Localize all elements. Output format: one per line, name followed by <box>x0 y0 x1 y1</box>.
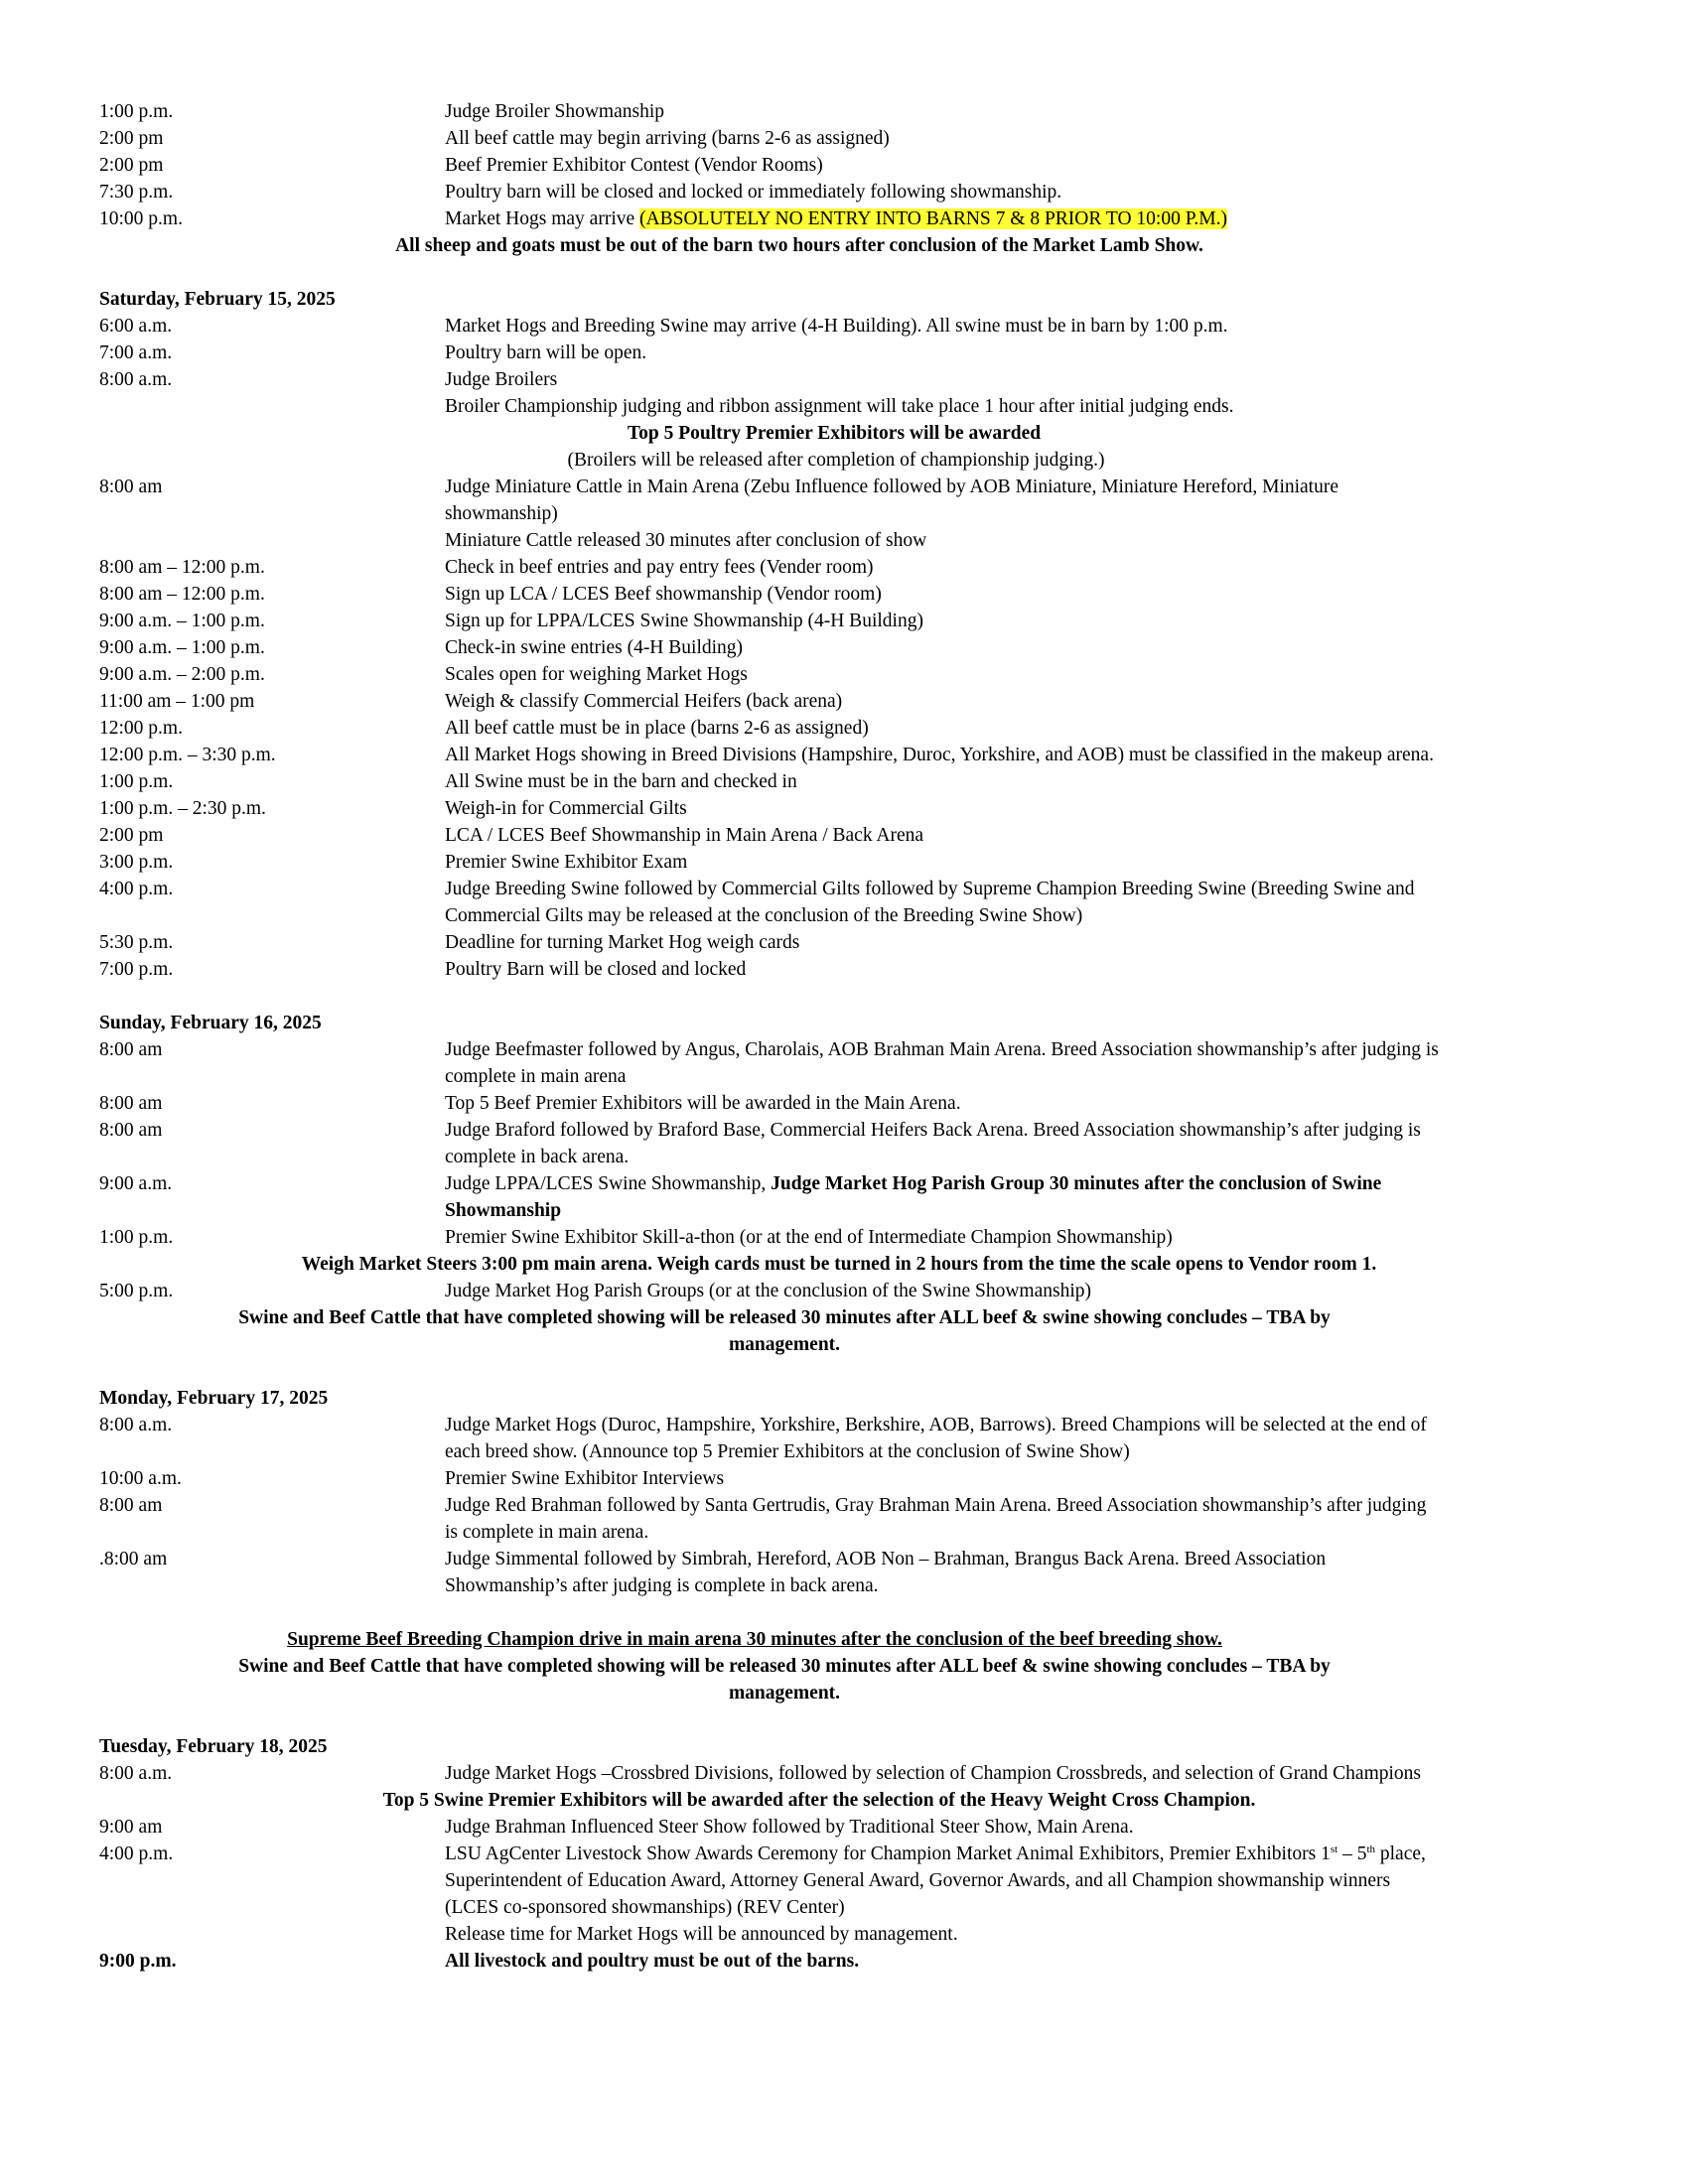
event-time: 1:00 p.m. <box>99 101 174 122</box>
event-desc <box>445 1170 1381 1197</box>
event-desc: Release time for Market Hogs will be announced by management. <box>445 1924 958 1945</box>
release-notice: Swine and Beef Cattle that have completed showing will be released 30 minutes after ALL beef & swine showing concludes – TBA by <box>238 1307 1331 1328</box>
event-desc-text: place, <box>1375 1843 1426 1864</box>
event-desc: Weigh & classify Commercial Heifers (back arena) <box>445 691 843 712</box>
day-heading: Sunday, February 16, 2025 <box>99 1013 322 1033</box>
schedule-row <box>99 474 1589 500</box>
event-desc: (LCES co-sponsored showmanships) (REV Center) <box>445 1897 845 1918</box>
event-time: 10:00 p.m. <box>99 208 183 229</box>
event-desc: Scales open for weighing Market Hogs <box>445 664 748 685</box>
schedule-row <box>99 1117 1589 1144</box>
event-desc: Poultry barn will be closed and locked or immediately following showmanship. <box>445 182 1062 203</box>
event-time: 9:00 am <box>99 1817 163 1838</box>
event-time: 9:00 p.m. <box>99 1951 177 1972</box>
schedule-row-continued <box>99 902 1589 929</box>
broilers-release-notice: (Broilers will be released after completion of championship judging.) <box>567 450 1105 471</box>
event-desc: Premier Swine Exhibitor Exam <box>445 852 688 873</box>
steers-weigh-notice: Weigh Market Steers 3:00 pm main arena. Weigh cards must be turned in 2 hours from the time the scale opens to Vendor room 1. <box>301 1254 1377 1275</box>
event-desc-text: Market Hogs may arrive <box>445 208 640 229</box>
event-desc <box>445 205 1227 232</box>
event-desc: Judge Market Hog Parish Groups (or at the conclusion of the Swine Showmanship) <box>445 1281 1091 1301</box>
event-time: 9:00 a.m. – 1:00 p.m. <box>99 637 265 658</box>
blank-row <box>99 983 1589 1010</box>
event-time: 9:00 a.m. <box>99 1173 173 1194</box>
event-desc: showmanship) <box>445 503 558 524</box>
notice-row <box>99 1331 1589 1358</box>
event-time: 4:00 p.m. <box>99 1843 174 1864</box>
schedule-row <box>99 608 1589 634</box>
schedule-row <box>99 1948 1589 1975</box>
highlighted-warning: (ABSOLUTELY NO ENTRY INTO BARNS 7 & 8 PRIOR TO 10:00 P.M.) <box>639 208 1227 229</box>
event-time: 1:00 p.m. <box>99 1227 174 1248</box>
event-time: 9:00 a.m. – 2:00 p.m. <box>99 664 265 685</box>
blank-row <box>99 1358 1589 1385</box>
event-time: 8:00 am <box>99 1495 163 1516</box>
event-desc: Judge Red Brahman followed by Santa Gertrudis, Gray Brahman Main Arena. Breed Association showmanship’s after judging <box>445 1495 1427 1516</box>
day-heading-row <box>99 1385 1589 1412</box>
event-time: 8:00 am – 12:00 p.m. <box>99 557 265 578</box>
schedule-row-continued <box>99 1519 1589 1546</box>
event-desc: Premier Swine Exhibitor Skill-a-thon (or at the end of Intermediate Champion Showmanship) <box>445 1227 1173 1248</box>
event-desc: Check-in swine entries (4-H Building) <box>445 637 744 658</box>
event-desc: All beef cattle must be in place (barns 2-6 as assigned) <box>445 718 869 739</box>
event-desc: Sign up LCA / LCES Beef showmanship (Vendor room) <box>445 584 882 605</box>
schedule-row <box>99 1412 1589 1438</box>
supreme-champion-notice: Supreme Beef Breeding Champion drive in main arena 30 minutes after the conclusion of the beef breeding show. <box>287 1629 1222 1650</box>
schedule-row-continued <box>99 1894 1589 1921</box>
notice-row <box>99 1787 1589 1814</box>
event-time: 10:00 a.m. <box>99 1468 182 1489</box>
event-time: 8:00 a.m. <box>99 1415 173 1435</box>
notice-row <box>99 447 1589 474</box>
event-desc: Judge Broilers <box>445 369 558 390</box>
event-desc: Poultry Barn will be closed and locked <box>445 959 747 980</box>
schedule-row <box>99 1170 1589 1197</box>
blank-row <box>99 259 1589 286</box>
schedule-row <box>99 581 1589 608</box>
event-time: 8:00 a.m. <box>99 369 173 390</box>
event-desc: Judge Brahman Influenced Steer Show followed by Traditional Steer Show, Main Arena. <box>445 1817 1134 1838</box>
notice-row <box>99 1626 1589 1653</box>
schedule-row <box>99 313 1589 340</box>
event-desc: All Market Hogs showing in Breed Divisions (Hampshire, Duroc, Yorkshire, and AOB) must be classified in the makeup arena. <box>445 745 1434 765</box>
release-notice-continued: management. <box>728 1334 841 1355</box>
blank-row <box>99 1706 1589 1733</box>
day-heading: Tuesday, February 18, 2025 <box>99 1736 328 1757</box>
schedule-row <box>99 795 1589 822</box>
schedule-row <box>99 849 1589 876</box>
schedule-row <box>99 634 1589 661</box>
day-heading: Monday, February 17, 2025 <box>99 1388 329 1409</box>
swine-award-notice: Top 5 Swine Premier Exhibitors will be awarded after the selection of the Heavy Weight Cross Champion. <box>382 1790 1256 1811</box>
ordinal-superscript: st <box>1330 1843 1338 1855</box>
notice-row <box>99 1680 1589 1706</box>
event-desc: All Swine must be in the barn and checked in <box>445 771 797 792</box>
event-time: 8:00 a.m. <box>99 1763 173 1784</box>
schedule-row <box>99 742 1589 768</box>
event-desc: Superintendent of Education Award, Attorney General Award, Governor Awards, and all Champion showmanship winners <box>445 1870 1391 1891</box>
event-desc <box>445 1841 1426 1867</box>
event-time: 5:30 p.m. <box>99 932 174 953</box>
schedule-row-continued <box>99 1144 1589 1170</box>
ordinal-superscript: th <box>1366 1843 1375 1855</box>
release-notice-continued: management. <box>728 1683 841 1704</box>
event-time: 8:00 am <box>99 1120 163 1141</box>
schedule-row <box>99 1921 1589 1948</box>
event-time: .8:00 am <box>99 1549 168 1570</box>
event-desc: Weigh-in for Commercial Gilts <box>445 798 687 819</box>
schedule-row <box>99 929 1589 956</box>
day-heading-row <box>99 1010 1589 1036</box>
event-desc: Poultry barn will be open. <box>445 342 647 363</box>
event-time: 3:00 p.m. <box>99 852 174 873</box>
schedule-row <box>99 1492 1589 1519</box>
schedule-row <box>99 1090 1589 1117</box>
event-time: 7:30 p.m. <box>99 182 174 203</box>
notice-row <box>99 1251 1589 1278</box>
schedule-row <box>99 715 1589 742</box>
schedule-row-continued <box>99 1867 1589 1894</box>
schedule-row <box>99 1546 1589 1572</box>
sheep-goats-notice: All sheep and goats must be out of the barn two hours after conclusion of the Market Lamb Show. <box>395 235 1203 256</box>
event-desc-text: – 5 <box>1337 1843 1367 1864</box>
event-desc: Premier Swine Exhibitor Interviews <box>445 1468 725 1489</box>
event-desc: Judge Market Hogs (Duroc, Hampshire, Yorkshire, Berkshire, AOB, Barrows). Breed Champions will be selected at the end of <box>445 1415 1427 1435</box>
schedule-row-continued <box>99 500 1589 527</box>
event-desc: Deadline for turning Market Hog weigh cards <box>445 932 800 953</box>
schedule-row <box>99 1224 1589 1251</box>
schedule-row <box>99 179 1589 205</box>
event-time: 6:00 a.m. <box>99 316 173 337</box>
event-time: 11:00 am – 1:00 pm <box>99 691 255 712</box>
release-notice: Swine and Beef Cattle that have completed showing will be released 30 minutes after ALL beef & swine showing concludes – TBA by <box>238 1656 1331 1677</box>
event-desc: Market Hogs and Breeding Swine may arrive (4-H Building). All swine must be in barn by 1:00 p.m. <box>445 316 1228 337</box>
event-time: 1:00 p.m. <box>99 771 174 792</box>
event-desc-text: LSU AgCenter Livestock Show Awards Ceremony for Champion Market Animal Exhibitors, Premier Exhibitors 1 <box>445 1843 1331 1864</box>
schedule-row-continued <box>99 1197 1589 1224</box>
schedule-row <box>99 1465 1589 1492</box>
notice-row <box>99 232 1589 259</box>
event-time: 2:00 pm <box>99 128 164 149</box>
event-desc: complete in main arena <box>445 1066 627 1087</box>
event-time: 7:00 a.m. <box>99 342 173 363</box>
schedule-row <box>99 661 1589 688</box>
event-time: 8:00 am <box>99 477 163 497</box>
event-desc: each breed show. (Announce top 5 Premier Exhibitors at the conclusion of Swine Show) <box>445 1441 1130 1462</box>
schedule-row <box>99 876 1589 902</box>
event-desc: Showmanship’s after judging is complete in back arena. <box>445 1575 879 1596</box>
event-desc: Judge Breeding Swine followed by Commercial Gilts followed by Supreme Champion Breeding Swine (Breeding Swine and <box>445 879 1415 899</box>
event-desc: Top 5 Beef Premier Exhibitors will be awarded in the Main Arena. <box>445 1093 961 1114</box>
notice-row <box>99 420 1589 447</box>
schedule-row <box>99 366 1589 393</box>
event-time: 8:00 am <box>99 1093 163 1114</box>
event-desc: complete in back arena. <box>445 1147 630 1167</box>
event-desc: Broiler Championship judging and ribbon assignment will take place 1 hour after initial judging ends. <box>445 396 1234 417</box>
event-time: 8:00 am <box>99 1039 163 1060</box>
schedule-row <box>99 393 1589 420</box>
event-time: 9:00 a.m. – 1:00 p.m. <box>99 611 265 631</box>
schedule-row-continued <box>99 1438 1589 1465</box>
day-heading-row <box>99 286 1589 313</box>
schedule-row <box>99 822 1589 849</box>
event-desc: Judge Beefmaster followed by Angus, Charolais, AOB Brahman Main Arena. Breed Association showmanship’s after judging is <box>445 1039 1439 1060</box>
event-desc: Sign up for LPPA/LCES Swine Showmanship (4-H Building) <box>445 611 923 631</box>
poultry-award-notice: Top 5 Poultry Premier Exhibitors will be awarded <box>627 423 1042 444</box>
day-heading-row <box>99 1733 1589 1760</box>
schedule-row-continued <box>99 1572 1589 1599</box>
schedule-row <box>99 1841 1589 1867</box>
schedule-row <box>99 956 1589 983</box>
schedule-row <box>99 1814 1589 1841</box>
event-time: 8:00 am – 12:00 p.m. <box>99 584 265 605</box>
schedule-row-continued <box>99 1063 1589 1090</box>
event-time: 7:00 p.m. <box>99 959 174 980</box>
event-desc-bold: Showmanship <box>445 1200 562 1221</box>
schedule-document <box>99 98 1589 1975</box>
event-desc: Judge Market Hogs –Crossbred Divisions, followed by selection of Champion Crossbreds, and selection of Grand Champions <box>445 1763 1421 1784</box>
schedule-row <box>99 1278 1589 1304</box>
schedule-row <box>99 1760 1589 1787</box>
event-time: 12:00 p.m. <box>99 718 183 739</box>
event-time: 1:00 p.m. – 2:30 p.m. <box>99 798 266 819</box>
day-heading: Saturday, February 15, 2025 <box>99 289 336 310</box>
schedule-row <box>99 125 1589 152</box>
event-time: 4:00 p.m. <box>99 879 174 899</box>
event-time: 2:00 pm <box>99 155 164 176</box>
schedule-row <box>99 98 1589 125</box>
event-desc-text: Judge LPPA/LCES Swine Showmanship, <box>445 1173 772 1194</box>
blank-row <box>99 1599 1589 1626</box>
schedule-row <box>99 340 1589 366</box>
event-desc: LCA / LCES Beef Showmanship in Main Arena / Back Arena <box>445 825 924 846</box>
schedule-row <box>99 527 1589 554</box>
event-desc: Judge Broiler Showmanship <box>445 101 664 122</box>
event-desc: Judge Miniature Cattle in Main Arena (Zebu Influence followed by AOB Miniature, Miniature Hereford, Miniature <box>445 477 1338 497</box>
event-desc: is complete in main arena. <box>445 1522 649 1543</box>
schedule-row <box>99 1036 1589 1063</box>
event-desc-bold: Judge Market Hog Parish Group 30 minutes after the conclusion of Swine <box>771 1173 1382 1194</box>
event-time: 12:00 p.m. – 3:30 p.m. <box>99 745 276 765</box>
event-time: 2:00 pm <box>99 825 164 846</box>
event-desc: All livestock and poultry must be out of the barns. <box>445 1951 860 1972</box>
event-desc: Miniature Cattle released 30 minutes after conclusion of show <box>445 530 927 551</box>
schedule-row <box>99 554 1589 581</box>
event-time: 5:00 p.m. <box>99 1281 174 1301</box>
schedule-row <box>99 688 1589 715</box>
event-desc: Check in beef entries and pay entry fees (Vender room) <box>445 557 874 578</box>
notice-row <box>99 1304 1589 1331</box>
event-desc: Commercial Gilts may be released at the conclusion of the Breeding Swine Show) <box>445 905 1083 926</box>
notice-row <box>99 1653 1589 1680</box>
event-desc: Judge Braford followed by Braford Base, Commercial Heifers Back Arena. Breed Association showmanship’s after judging is <box>445 1120 1421 1141</box>
event-desc: Judge Simmental followed by Simbrah, Hereford, AOB Non – Brahman, Brangus Back Arena. Breed Association <box>445 1549 1327 1570</box>
event-desc: All beef cattle may begin arriving (barns 2-6 as assigned) <box>445 128 890 149</box>
event-desc: Beef Premier Exhibitor Contest (Vendor Rooms) <box>445 155 823 176</box>
schedule-row <box>99 152 1589 179</box>
schedule-row <box>99 205 1589 232</box>
schedule-row <box>99 768 1589 795</box>
